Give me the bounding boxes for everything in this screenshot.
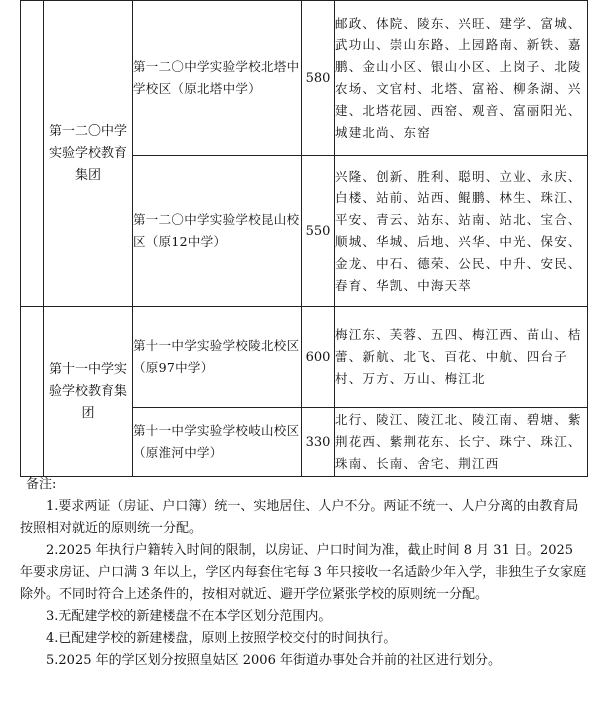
school-name: 第一二〇中学实验学校北塔中学校区（原北塔中学） <box>133 1 302 156</box>
notes-section <box>20 474 588 672</box>
district-areas: 邮政、体院、陵东、兴旺、建学、富城、武功山、崇山东路、上园路南、新铁、嘉鹏、金山小区、银山小区、上岗子、北陵农场、文官村、北塔、富裕、柳条湖、兴建、北塔花园、西窑、观音、富丽阳光、城建北尚、东窑 <box>335 1 588 156</box>
school-district-table <box>20 0 588 477</box>
district-areas: 兴隆、创新、胜利、聪明、立业、永庆、白楼、站前、站西、鲲鹏、林生、珠江、平安、青云、站东、站南、站北、宝合、顺城、华城、后地、兴华、中光、保安、金龙、中石、德荣、公民、中升、安民、春育、华凯、中海天萃 <box>335 156 588 307</box>
note-item: 5.2025 年的学区划分按照皇姑区 2006 年街道办事处合并前的社区进行划分。 <box>46 653 501 668</box>
district-areas: 梅江东、芙蓉、五四、梅江西、苗山、桔蕾、新航、北飞、百花、中航、四台子村、万方、万山、梅江北 <box>335 307 588 408</box>
note-item: 4.已配建学校的新建楼盘，原则上按照学校交付的时间执行。 <box>46 631 397 646</box>
district-areas: 北行、陵江、陵江北、陵江南、碧塘、紫荆花西、紫荆花东、长宁、珠宁、珠江、珠南、长南、舍宅、荆江西 <box>335 408 588 477</box>
note-item: 1.要求两证（房证、户口簿）统一、实地居住、人户不分。两证不统一、人户分离的由教育局按照相对就近的原则统一分配。 <box>20 499 579 536</box>
note-item: 3.无配建学校的新建楼盘不在本学区划分范围内。 <box>46 609 332 624</box>
notes-label: 备注: <box>26 477 57 492</box>
school-name: 第十一中学实验学校陵北校区（原97中学） <box>133 307 302 408</box>
enrollment-count: 550 <box>302 156 335 307</box>
blank-cell <box>21 307 44 477</box>
table-row <box>21 1 588 156</box>
enrollment-count: 600 <box>302 307 335 408</box>
school-name: 第十一中学实验学校岐山校区（原淮河中学） <box>133 408 302 477</box>
blank-cell <box>21 1 44 307</box>
enrollment-count: 580 <box>302 1 335 156</box>
school-name: 第一二〇中学实验学校昆山校区（原12中学） <box>133 156 302 307</box>
enrollment-count: 330 <box>302 408 335 477</box>
group-name: 第一二〇中学实验学校教育集团 <box>44 1 133 307</box>
note-item: 2.2025 年执行户籍转入时间的限制，以房证、户口时间为准，截止时间 8 月 31 日。2025 年要求房证、户口满 3 年以上，学区内每套住宅每 3 年只接收一名适龄少年入学，非独生子女家庭除外。不同时符合上述条件的，按相对就近、避开学位紧张学校的原则统一分配。 <box>20 543 587 602</box>
table-row <box>21 307 588 408</box>
group-name: 第十一中学实验学校教育集团 <box>44 307 133 477</box>
